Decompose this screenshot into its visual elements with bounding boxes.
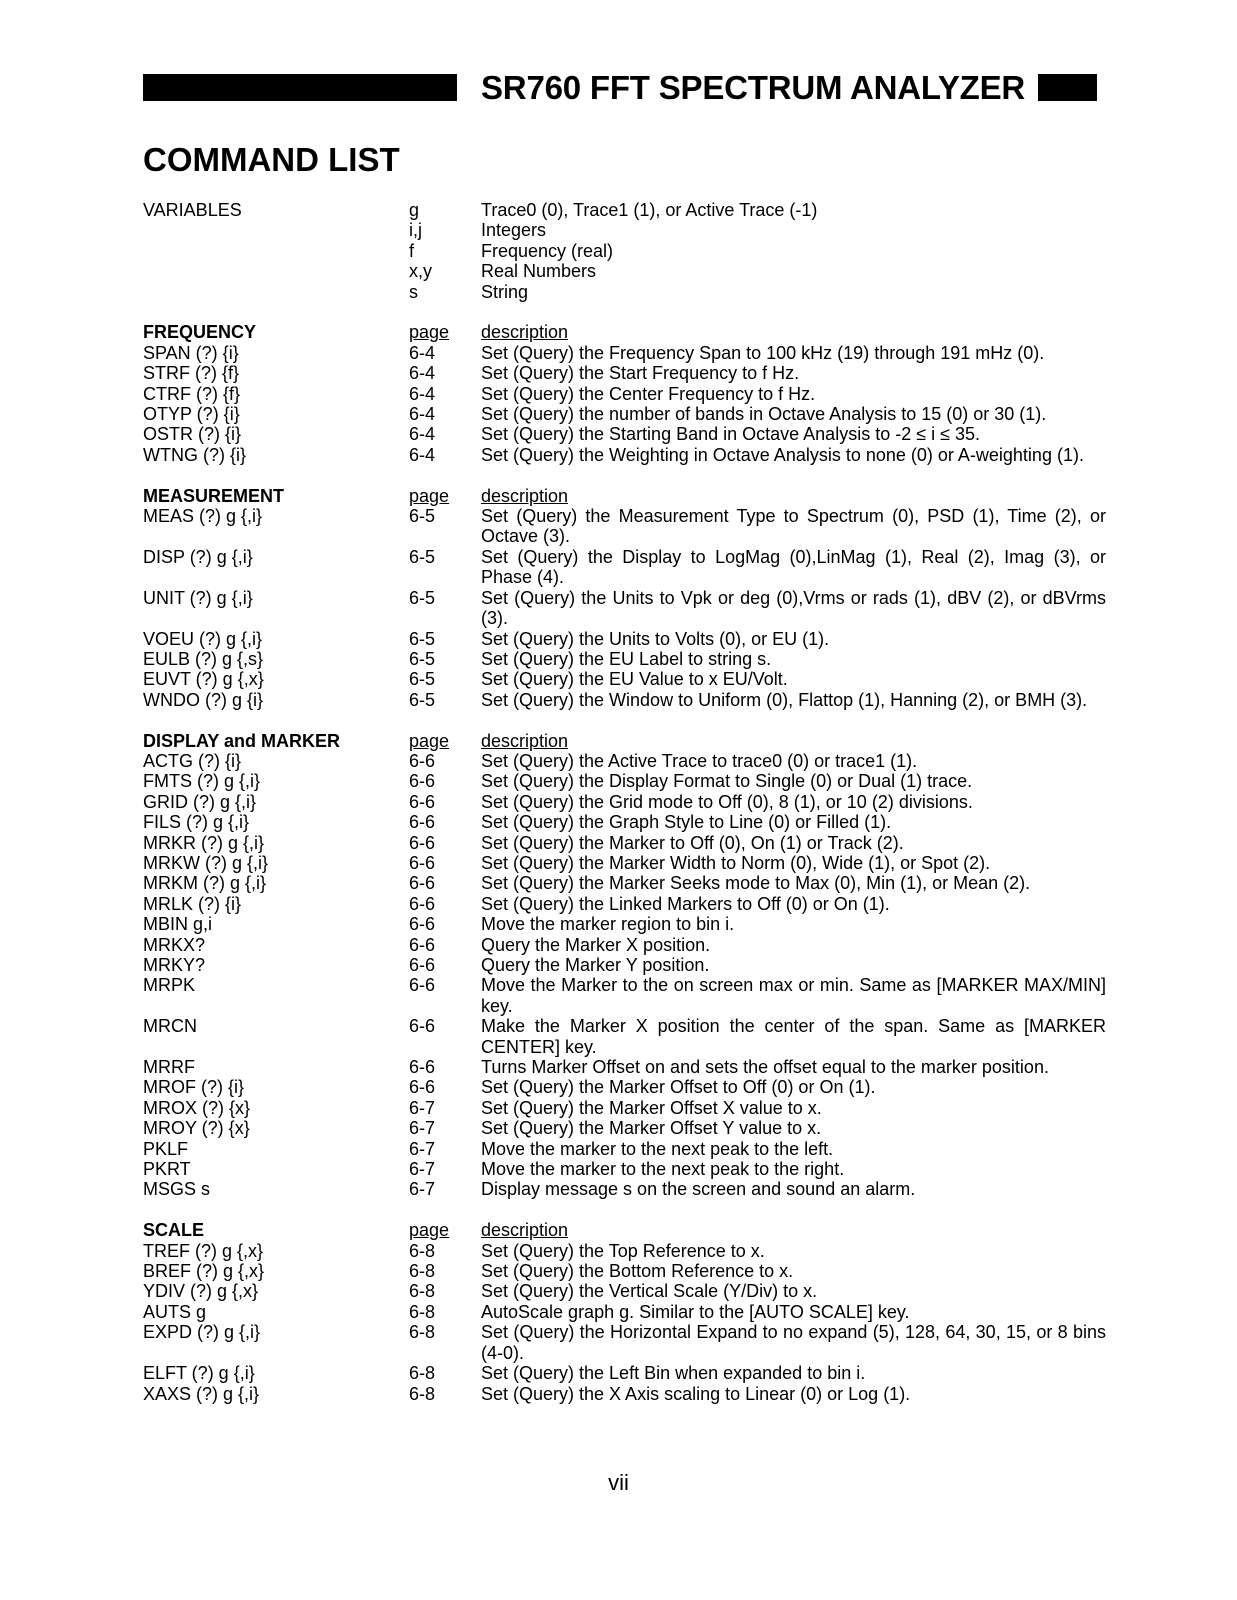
command-page: 6-8 (409, 1301, 436, 1322)
command-page: 6-6 (409, 832, 436, 853)
command-row (143, 771, 1106, 791)
command-list (143, 200, 1106, 1404)
command-page: 6-5 (409, 546, 436, 567)
command-description: Move the Marker to the on screen max or min. Same as [MARKER MAX/MIN] key. (481, 975, 1106, 1016)
command-description: Set (Query) the Left Bin when expanded to bin i. (481, 1363, 866, 1384)
command-page: 6-4 (409, 383, 436, 404)
command-description: Turns Marker Offset on and sets the offset equal to the marker position. (481, 1057, 1049, 1078)
command-description: Set (Query) the Center Frequency to f Hz. (481, 383, 816, 404)
command-syntax: XAXS (?) g {,i} (143, 1383, 260, 1404)
command-page: 6-7 (409, 1118, 436, 1139)
command-syntax: FMTS (?) g {,i} (143, 771, 261, 792)
command-page: 6-5 (409, 587, 436, 608)
command-row (143, 445, 1106, 465)
description-column-header: description (481, 322, 569, 343)
command-page: 6-7 (409, 1138, 436, 1159)
command-page: 6-8 (409, 1240, 436, 1261)
command-syntax: DISP (?) g {,i} (143, 546, 253, 567)
command-syntax: MRKX? (143, 934, 206, 955)
variable-description: Frequency (real) (481, 240, 614, 261)
command-page: 6-6 (409, 893, 436, 914)
section-spacer (143, 1200, 1106, 1220)
command-syntax: MROY (?) {x} (143, 1118, 250, 1139)
command-row (143, 1077, 1106, 1097)
command-row (143, 384, 1106, 404)
command-row (143, 506, 1106, 547)
command-row (143, 1281, 1106, 1301)
command-description: Set (Query) the Marker to Off (0), On (1) or Track (2). (481, 832, 904, 853)
command-syntax: ELFT (?) g {,i} (143, 1363, 255, 1384)
header-bar-right (1038, 74, 1097, 101)
command-description: Set (Query) the Marker Seeks mode to Max (0), Min (1), or Mean (2). (481, 873, 1031, 894)
command-syntax: MRKY? (143, 954, 206, 975)
command-row (143, 424, 1106, 444)
command-page: 6-8 (409, 1322, 436, 1343)
command-row (143, 547, 1106, 588)
command-row (143, 914, 1106, 934)
command-page: 6-4 (409, 444, 436, 465)
command-description: Set (Query) the X Axis scaling to Linear (0) or Log (1). (481, 1383, 911, 1404)
command-syntax: AUTS g (143, 1301, 207, 1322)
command-page: 6-6 (409, 914, 436, 935)
command-page: 6-6 (409, 812, 436, 833)
command-syntax: WTNG (?) {i} (143, 444, 247, 465)
command-syntax: EXPD (?) g {,i} (143, 1322, 261, 1343)
command-page: 6-8 (409, 1383, 436, 1404)
command-description: Set (Query) the Marker Width to Norm (0), Wide (1), or Spot (2). (481, 852, 991, 873)
command-description: Set (Query) the Window to Uniform (0), Flattop (1), Hanning (2), or BMH (3). (481, 689, 1088, 710)
variables-section (143, 200, 1106, 302)
command-row (143, 1159, 1106, 1179)
command-row (143, 812, 1106, 832)
command-description: Set (Query) the Horizontal Expand to no expand (5), 128, 64, 30, 15, or 8 bins (4-0). (481, 1322, 1106, 1363)
command-syntax: MSGS s (143, 1179, 211, 1200)
command-syntax: FILS (?) g {,i} (143, 812, 250, 833)
variable-row (143, 220, 1106, 240)
command-description: Set (Query) the Marker Offset Y value to x. (481, 1118, 822, 1139)
command-page: 6-4 (409, 424, 436, 445)
variable-description: Integers (481, 220, 547, 241)
command-description: AutoScale graph g. Similar to the [AUTO SCALE] key. (481, 1301, 910, 1322)
command-page: 6-5 (409, 648, 436, 669)
command-syntax: UNIT (?) g {,i} (143, 587, 253, 608)
command-page: 6-6 (409, 750, 436, 771)
command-description: Set (Query) the EU Value to x EU/Volt. (481, 669, 788, 690)
variable-symbol: f (409, 240, 415, 261)
command-description: Set (Query) the Vertical Scale (Y/Div) to x. (481, 1281, 818, 1302)
command-syntax: SPAN (?) {i} (143, 342, 239, 363)
command-syntax: EUVT (?) g {,x} (143, 669, 264, 690)
command-row (143, 1179, 1106, 1199)
description-column-header: description (481, 1220, 569, 1241)
command-page: 6-7 (409, 1097, 436, 1118)
variable-row (143, 261, 1106, 281)
page-number: vii (608, 1470, 629, 1495)
command-page: 6-6 (409, 954, 436, 975)
command-syntax: PKLF (143, 1138, 189, 1159)
command-page: 6-6 (409, 791, 436, 812)
page-column-header: page (409, 1220, 450, 1241)
section-spacer (143, 302, 1106, 322)
command-page: 6-6 (409, 873, 436, 894)
command-page: 6-4 (409, 404, 436, 425)
description-column-header: description (481, 485, 569, 506)
command-page: 6-4 (409, 342, 436, 363)
command-syntax: MEAS (?) g {,i} (143, 506, 263, 527)
command-row (143, 1384, 1106, 1404)
command-row (143, 1302, 1106, 1322)
command-syntax: WNDO (?) g {i} (143, 689, 264, 710)
command-syntax: MROX (?) {x} (143, 1097, 251, 1118)
command-page: 6-4 (409, 363, 436, 384)
command-syntax: EULB (?) g {,s} (143, 648, 264, 669)
section-header (143, 731, 1106, 751)
section-spacer (143, 710, 1106, 730)
command-row (143, 1118, 1106, 1138)
command-description: Set (Query) the number of bands in Octave Analysis to 15 (0) or 30 (1). (481, 404, 1047, 425)
command-page: 6-5 (409, 506, 436, 527)
command-row (143, 1322, 1106, 1363)
command-syntax: TREF (?) g {,x} (143, 1240, 264, 1261)
variable-description: Real Numbers (481, 261, 597, 282)
command-description: Set (Query) the Measurement Type to Spectrum (0), PSD (1), Time (2), or Octave (3). (481, 506, 1106, 547)
command-syntax: BREF (?) g {,x} (143, 1261, 265, 1282)
section-title: MEASUREMENT (143, 485, 285, 506)
command-row (143, 588, 1106, 629)
section-title: SCALE (143, 1220, 205, 1241)
command-row (143, 629, 1106, 649)
command-syntax: MRCN (143, 1016, 197, 1037)
description-column-header: description (481, 730, 569, 751)
section-header (143, 322, 1106, 342)
command-description: Move the marker to the next peak to the right. (481, 1159, 845, 1180)
variable-symbol: x,y (409, 261, 433, 282)
command-syntax: MRKW (?) g {,i} (143, 852, 269, 873)
command-description: Set (Query) the Units to Vpk or deg (0),Vrms or rads (1), dBV (2), or dBVrms (3). (481, 587, 1106, 629)
command-syntax: OSTR (?) {i} (143, 424, 242, 445)
section-title: FREQUENCY (143, 322, 257, 343)
command-syntax: STRF (?) {f} (143, 363, 240, 384)
variables-label: VARIABLES (143, 200, 242, 220)
page-title: COMMAND LIST (143, 141, 400, 178)
command-page: 6-5 (409, 669, 436, 690)
variable-row (143, 282, 1106, 302)
section-header (143, 486, 1106, 506)
command-row (143, 1261, 1106, 1281)
command-description: Set (Query) the Units to Volts (0), or EU (1). (481, 628, 830, 649)
command-syntax: MROF (?) {i} (143, 1077, 245, 1098)
command-syntax: MRLK (?) {i} (143, 893, 242, 914)
command-row (143, 751, 1106, 771)
command-row (143, 894, 1106, 914)
command-row (143, 853, 1106, 873)
command-row (143, 690, 1106, 710)
command-syntax: YDIV (?) g {,x} (143, 1281, 259, 1302)
page-column-header: page (409, 730, 450, 751)
command-syntax: GRID (?) g {,i} (143, 791, 257, 812)
command-description: Set (Query) the Frequency Span to 100 kHz (19) through 191 mHz (0). (481, 342, 1045, 363)
command-page: 6-6 (409, 1077, 436, 1098)
command-row (143, 1241, 1106, 1261)
command-syntax: MRKM (?) g {,i} (143, 873, 267, 894)
variable-row (143, 241, 1106, 261)
command-row (143, 1057, 1106, 1077)
command-description: Set (Query) the Marker Offset X value to x. (481, 1097, 822, 1118)
command-section (143, 731, 1106, 1200)
command-row (143, 1139, 1106, 1159)
command-description: Move the marker to the next peak to the left. (481, 1138, 834, 1159)
header-title: SR760 FFT SPECTRUM ANALYZER (481, 69, 1026, 106)
command-syntax: MBIN g,i (143, 914, 213, 935)
command-page: 6-7 (409, 1159, 436, 1180)
command-description: Set (Query) the Top Reference to x. (481, 1240, 765, 1261)
header-bar-left (143, 74, 457, 101)
command-row (143, 1363, 1106, 1383)
command-description: Set (Query) the Linked Markers to Off (0) or On (1). (481, 893, 890, 914)
command-row (143, 649, 1106, 669)
command-description: Set (Query) the Active Trace to trace0 (0) or trace1 (1). (481, 750, 918, 771)
command-row (143, 363, 1106, 383)
command-description: Set (Query) the Weighting in Octave Analysis to none (0) or A-weighting (1). (481, 444, 1084, 465)
command-description: Set (Query) the EU Label to string s. (481, 648, 772, 669)
command-description: Query the Marker Y position. (481, 954, 710, 975)
command-row (143, 975, 1106, 1016)
variable-description: Trace0 (0), Trace1 (1), or Active Trace (-1) (481, 200, 818, 220)
command-description: Display message s on the screen and sound an alarm. (481, 1179, 916, 1200)
command-syntax: PKRT (143, 1159, 191, 1180)
command-description: Set (Query) the Marker Offset to Off (0) or On (1). (481, 1077, 876, 1098)
command-page: 6-6 (409, 1016, 436, 1037)
variable-description: String (481, 281, 529, 302)
command-page: 6-6 (409, 975, 436, 996)
command-description: Make the Marker X position the center of the span. Same as [MARKER CENTER] key. (481, 1016, 1106, 1057)
command-row (143, 1016, 1106, 1057)
page-column-header: page (409, 322, 450, 343)
command-page: 6-6 (409, 934, 436, 955)
command-row (143, 792, 1106, 812)
command-page: 6-7 (409, 1179, 436, 1200)
command-description: Set (Query) the Grid mode to Off (0), 8 (1), or 10 (2) divisions. (481, 791, 973, 812)
command-description: Set (Query) the Display Format to Single (0) or Dual (1) trace. (481, 771, 973, 792)
command-row (143, 1098, 1106, 1118)
command-page: 6-6 (409, 771, 436, 792)
command-description: Set (Query) the Bottom Reference to x. (481, 1261, 794, 1282)
command-page: 6-8 (409, 1363, 436, 1384)
variable-symbol: s (409, 281, 418, 302)
command-sections (143, 302, 1106, 1404)
command-section (143, 486, 1106, 710)
command-page: 6-8 (409, 1281, 436, 1302)
section-title: DISPLAY and MARKER (143, 730, 341, 751)
command-row (143, 833, 1106, 853)
command-section (143, 322, 1106, 465)
command-description: Query the Marker X position. (481, 934, 711, 955)
variable-symbol: g (409, 200, 420, 220)
command-page: 6-6 (409, 852, 436, 873)
command-section (143, 1220, 1106, 1404)
command-syntax: ACTG (?) {i} (143, 750, 242, 771)
command-row (143, 404, 1106, 424)
command-page: 6-8 (409, 1261, 436, 1282)
variable-row (143, 200, 1106, 220)
command-syntax: MRKR (?) g {,i} (143, 832, 265, 853)
command-page: 6-5 (409, 628, 436, 649)
variable-symbol: i,j (409, 220, 422, 241)
command-description: Set (Query) the Starting Band in Octave Analysis to -2 ≤ i ≤ 35. (481, 424, 980, 445)
command-row (143, 955, 1106, 975)
section-spacer (143, 465, 1106, 485)
command-syntax: CTRF (?) {f} (143, 383, 241, 404)
command-syntax: VOEU (?) g {,i} (143, 628, 263, 649)
command-description: Set (Query) the Start Frequency to f Hz. (481, 363, 800, 384)
command-syntax: MRRF (143, 1057, 195, 1078)
command-description: Set (Query) the Display to LogMag (0),LinMag (1), Real (2), Imag (3), or Phase (4). (481, 546, 1106, 588)
command-syntax: OTYP (?) {i} (143, 404, 240, 425)
command-page: 6-5 (409, 689, 436, 710)
command-row (143, 343, 1106, 363)
command-description: Move the marker region to bin i. (481, 914, 735, 935)
command-syntax: MRPK (143, 975, 196, 996)
command-row (143, 669, 1106, 689)
command-row (143, 873, 1106, 893)
section-header (143, 1220, 1106, 1240)
command-description: Set (Query) the Graph Style to Line (0) or Filled (1). (481, 812, 892, 833)
command-row (143, 935, 1106, 955)
page-column-header: page (409, 485, 450, 506)
command-page: 6-6 (409, 1057, 436, 1078)
